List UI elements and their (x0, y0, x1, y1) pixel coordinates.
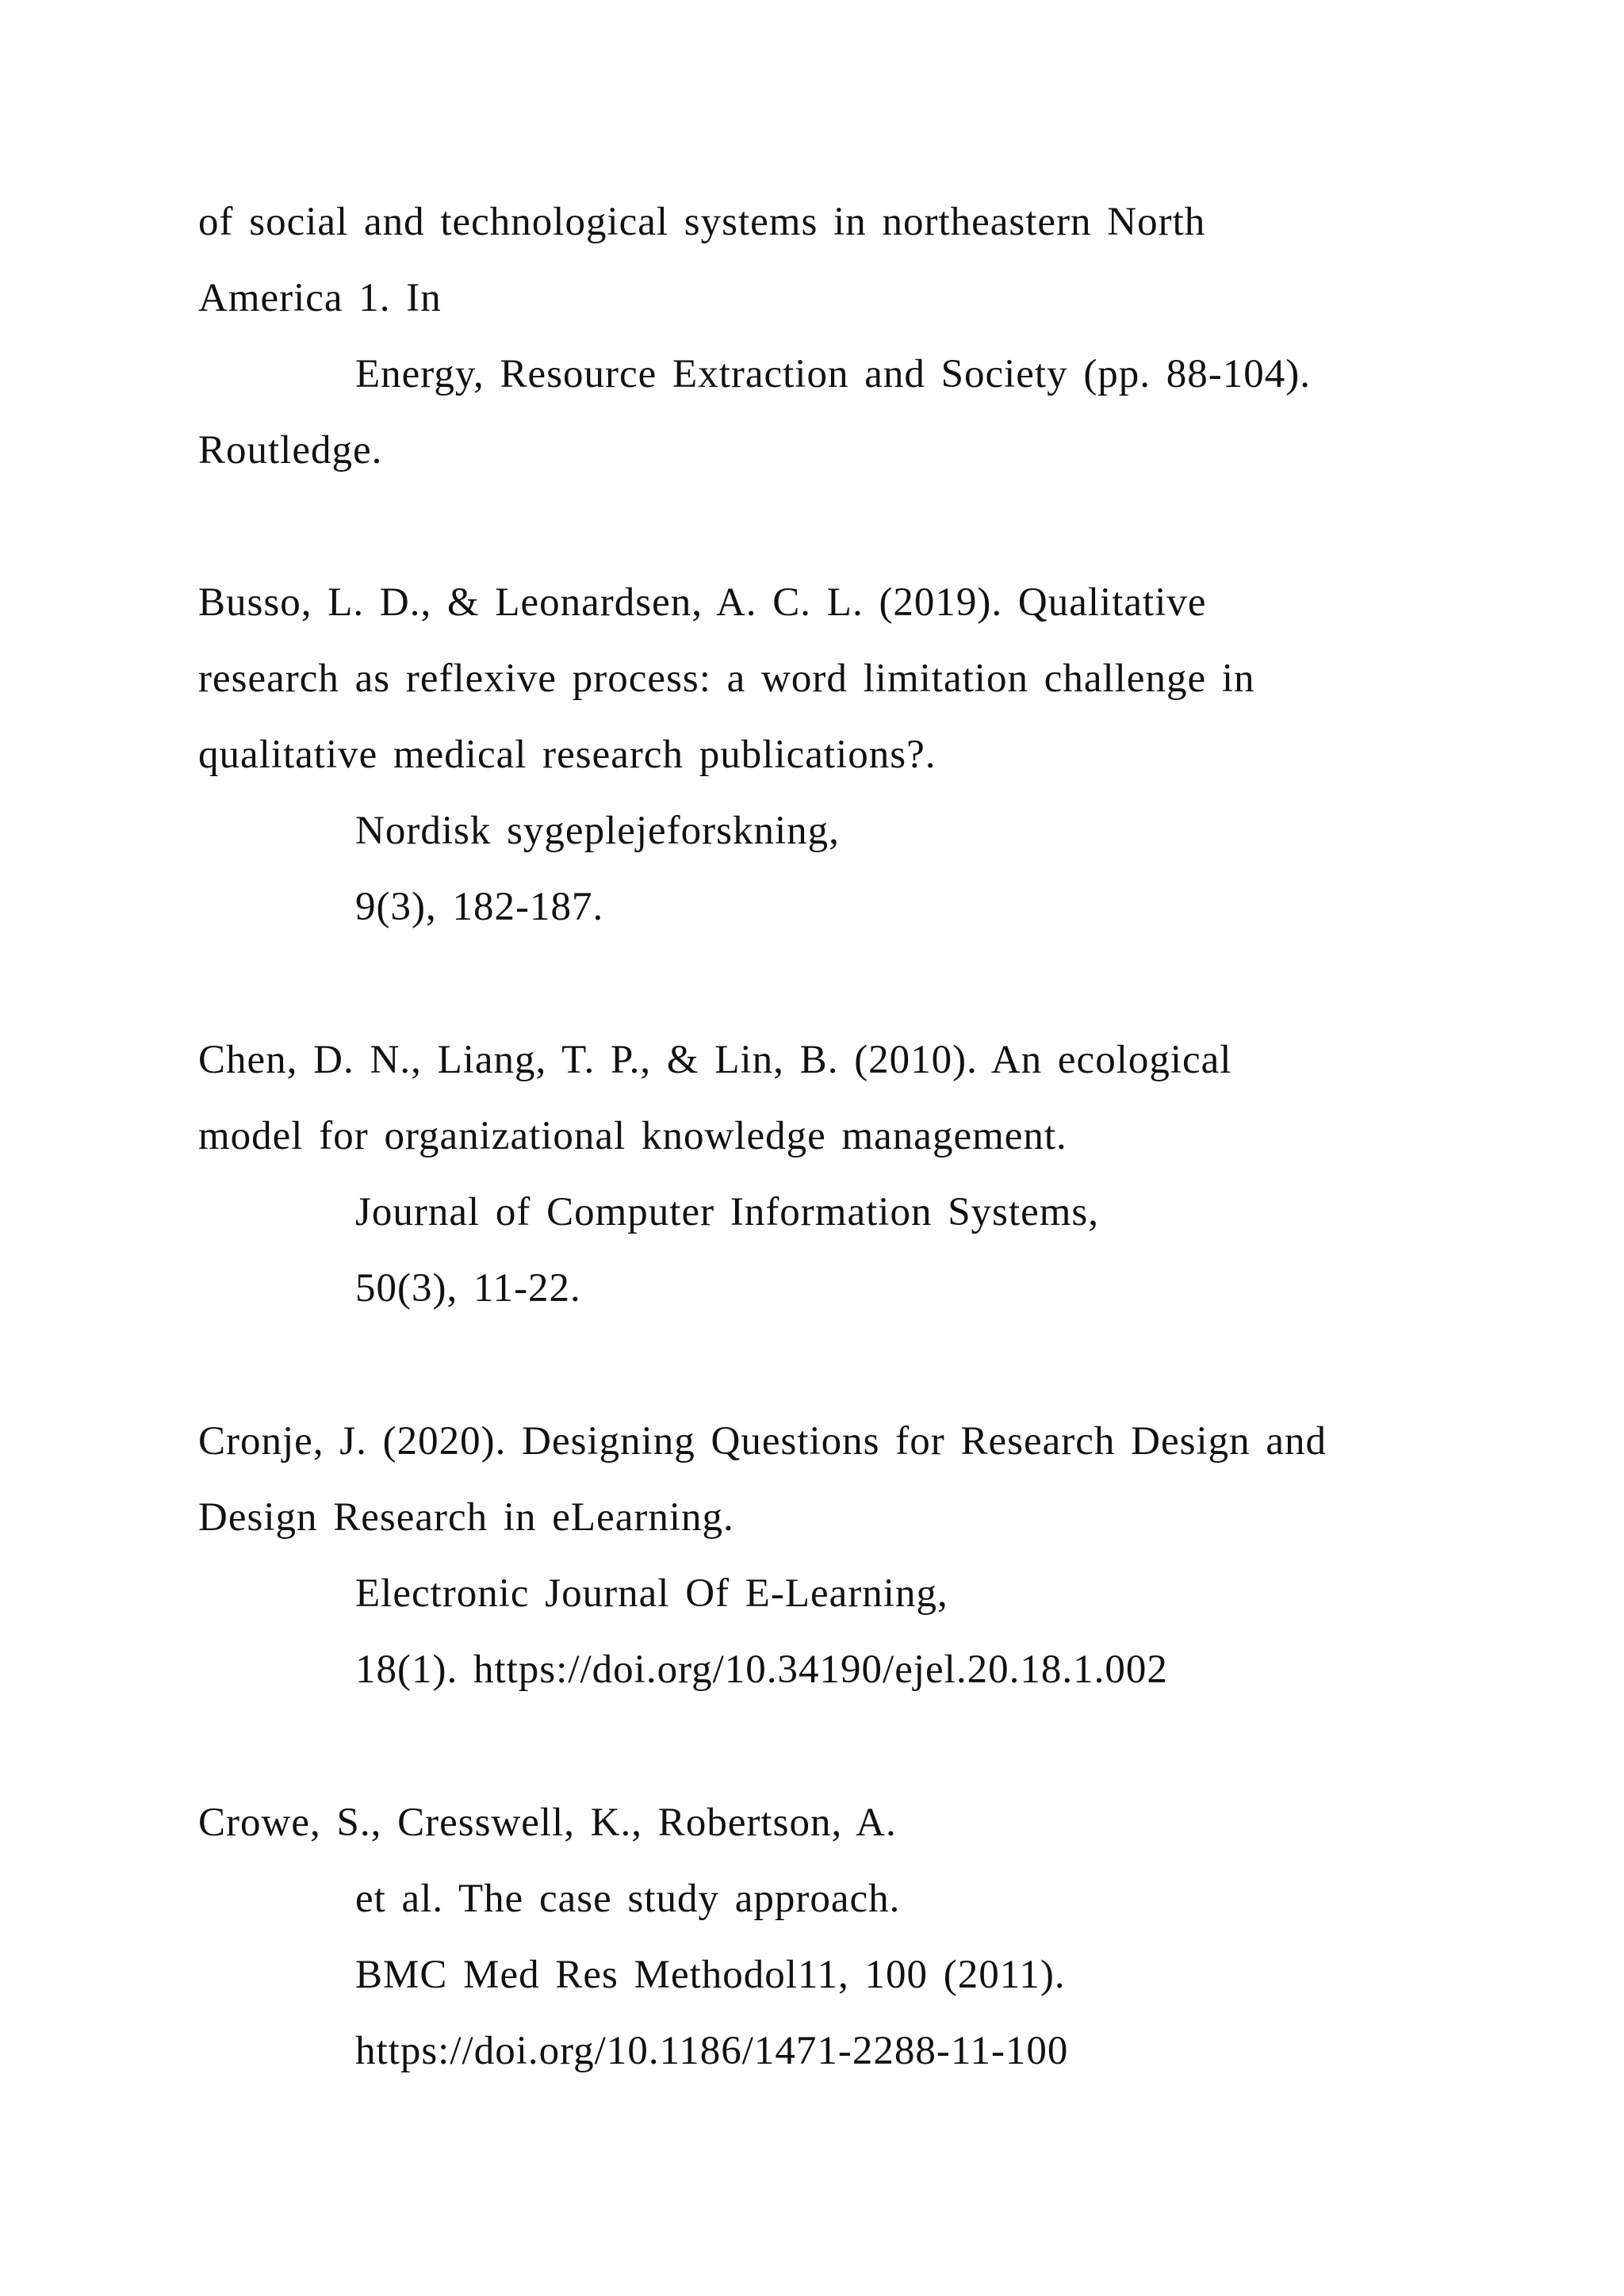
text-line: Crowe, S., Cresswell, K., Robertson, A. (198, 1800, 897, 1845)
text-line: qualitative medical research publications?. (198, 733, 936, 777)
text-line: https://doi.org/10.1186/1471-2288-11-100 (355, 2029, 1069, 2073)
text-line: Nordisk sygeplejeforskning, (355, 809, 840, 853)
text-line: Electronic Journal Of E-Learning, (355, 1571, 948, 1616)
text-line: Journal of Computer Information Systems, (355, 1190, 1099, 1234)
text-line: et al. The case study approach. (355, 1877, 901, 1921)
text-line: 50(3), 11-22. (355, 1266, 581, 1311)
text-line: of social and technological systems in northeastern North (198, 200, 1206, 244)
text-line: 9(3), 182-187. (355, 885, 604, 929)
text-line: Chen, D. N., Liang, T. P., & Lin, B. (2010). An ecological (198, 1038, 1232, 1082)
text-line: model for organizational knowledge management. (198, 1114, 1067, 1158)
text-line: Cronje, J. (2020). Designing Questions for Research Design and (198, 1419, 1327, 1464)
text-line: Energy, Resource Extraction and Society (pp. 88-104). (355, 352, 1312, 396)
text-line: Design Research in eLearning. (198, 1495, 734, 1540)
text-line: 18(1). https://doi.org/10.34190/ejel.20.18.1.002 (355, 1647, 1168, 1692)
text-line: Busso, L. D., & Leonardsen, A. C. L. (2019). Qualitative (198, 580, 1207, 625)
text-line: BMC Med Res Methodol11, 100 (2011). (355, 1953, 1066, 1997)
text-line: America 1. In (198, 276, 442, 320)
text-line: research as reflexive process: a word limitation challenge in (198, 656, 1255, 701)
text-line: Routledge. (198, 428, 383, 473)
